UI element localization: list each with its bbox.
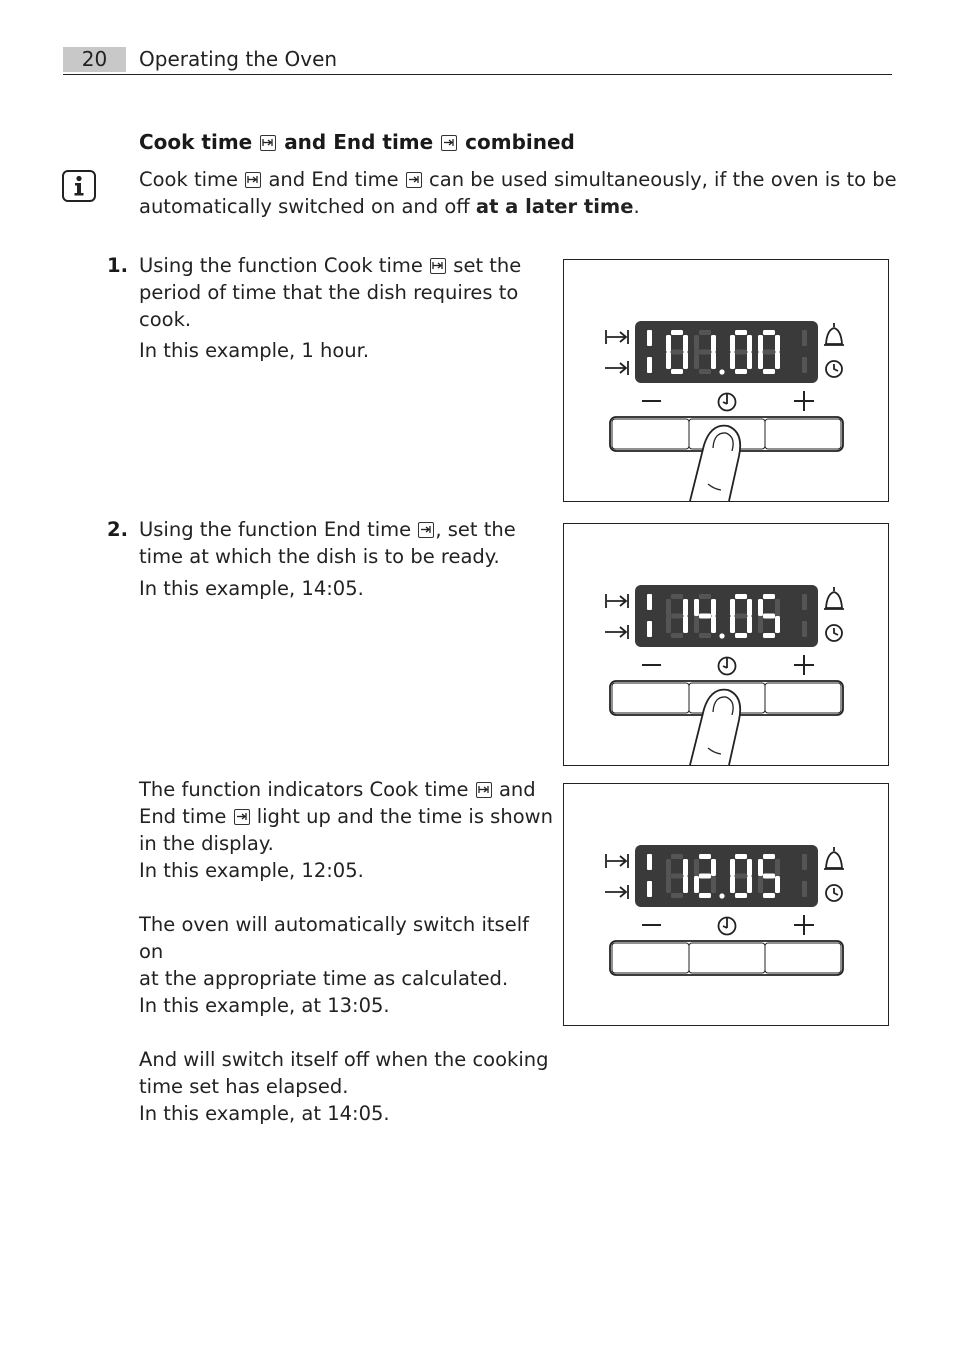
oven-display-illustration <box>564 784 888 1025</box>
finger-icon <box>690 690 740 765</box>
step-1-text <box>139 252 549 333</box>
clock-icon <box>826 885 842 901</box>
plus-icon <box>794 391 814 411</box>
end-time-icon <box>605 885 628 899</box>
result-line: time set has elapsed. <box>139 1075 349 1098</box>
minus-button <box>612 419 689 449</box>
display-dot <box>719 893 724 898</box>
result-line: End time <box>139 805 227 828</box>
title-part-c: combined <box>465 130 575 154</box>
plus-icon <box>794 915 814 935</box>
end-time-icon <box>441 135 457 151</box>
end-time-icon <box>234 809 250 825</box>
result-line: In this example, at 14:05. <box>139 1102 390 1125</box>
clock-indicator <box>802 357 807 373</box>
display-dot <box>719 369 724 374</box>
plus-button <box>765 943 841 973</box>
end-indicator <box>647 357 652 373</box>
step-1-example: In this example, 1 hour. <box>139 339 370 362</box>
display-dot <box>719 633 724 638</box>
plus-button <box>765 683 841 713</box>
button-strip <box>610 941 843 975</box>
cook-indicator <box>647 594 652 610</box>
cook-time-icon <box>476 782 492 798</box>
bell-icon <box>824 847 844 869</box>
bell-indicator <box>802 594 807 610</box>
intro-text: Cook time <box>139 168 239 191</box>
step-text: time at which the dish is to be ready. <box>139 545 500 568</box>
intro-text: . <box>633 195 640 218</box>
cook-time-icon <box>245 172 261 188</box>
result-line: light up and the time is shown <box>256 805 553 828</box>
display-screen <box>635 321 818 383</box>
result-line: in the display. <box>139 832 274 855</box>
result-line: In this example, 12:05. <box>139 859 364 882</box>
info-icon <box>62 170 96 202</box>
result-line: In this example, at 13:05. <box>139 994 390 1017</box>
minus-button <box>612 683 689 713</box>
bell-icon <box>824 587 844 609</box>
display-panel-2 <box>563 523 889 766</box>
timer-icon <box>719 658 736 675</box>
end-indicator <box>647 621 652 637</box>
header-rule <box>63 74 892 75</box>
step-number: 1. <box>107 254 128 277</box>
title-part-b: and End time <box>284 130 434 154</box>
cook-time-icon <box>606 330 628 344</box>
clock-indicator <box>802 621 807 637</box>
step-text: cook. <box>139 308 192 331</box>
header-title: Operating the Oven <box>139 47 338 71</box>
step-2-example: In this example, 14:05. <box>139 577 364 600</box>
result-line: The function indicators Cook time <box>139 778 469 801</box>
plus-icon <box>794 655 814 675</box>
end-indicator <box>647 881 652 897</box>
oven-display-illustration <box>564 260 888 501</box>
step-text: period of time that the dish requires to <box>139 281 519 304</box>
step-text: set the <box>453 254 522 277</box>
cook-indicator <box>647 330 652 346</box>
timer-icon <box>719 918 736 935</box>
result-line: at the appropriate time as calculated. <box>139 967 509 990</box>
display-screen <box>635 585 818 647</box>
result-text <box>139 776 554 1127</box>
end-time-icon <box>406 172 422 188</box>
result-line: The oven will automatically switch itself on <box>139 913 529 963</box>
end-time-icon <box>605 625 628 639</box>
timer-icon <box>719 394 736 411</box>
intro-text: and End time <box>268 168 399 191</box>
bell-indicator <box>802 330 807 346</box>
step-text: Using the function Cook time <box>139 254 423 277</box>
display-panel-3 <box>563 783 889 1026</box>
section-title <box>139 128 575 156</box>
title-part-a: Cook time <box>139 130 253 154</box>
step-text: , set the <box>435 518 516 541</box>
clock-icon <box>826 625 842 641</box>
bell-icon <box>824 323 844 345</box>
clock-icon <box>826 361 842 377</box>
clock-indicator <box>802 881 807 897</box>
end-time-icon <box>418 522 434 538</box>
cook-indicator <box>647 854 652 870</box>
page-number: 20 <box>63 47 126 72</box>
result-line: and <box>498 778 536 801</box>
intro-paragraph <box>139 166 899 220</box>
intro-text: automatically switched on and off <box>139 195 470 218</box>
cook-time-icon <box>606 594 628 608</box>
result-line: And will switch itself off when the cooking <box>139 1048 549 1071</box>
step-text: Using the function End time <box>139 518 412 541</box>
intro-text: can be used simultaneously, if the oven is to be <box>429 168 897 191</box>
bell-indicator <box>802 854 807 870</box>
end-time-icon <box>605 361 628 375</box>
display-panel-1 <box>563 259 889 502</box>
finger-icon <box>690 426 740 501</box>
step-number: 2. <box>107 518 128 541</box>
timer-button <box>689 943 765 973</box>
oven-display-illustration <box>564 524 888 765</box>
intro-bold: at a later time <box>475 195 634 218</box>
plus-button <box>765 419 841 449</box>
cook-time-icon <box>606 854 628 868</box>
display-screen <box>635 845 818 907</box>
cook-time-icon <box>430 258 446 274</box>
step-2-text <box>139 516 549 570</box>
minus-button <box>612 943 689 973</box>
cook-time-icon <box>260 135 276 151</box>
